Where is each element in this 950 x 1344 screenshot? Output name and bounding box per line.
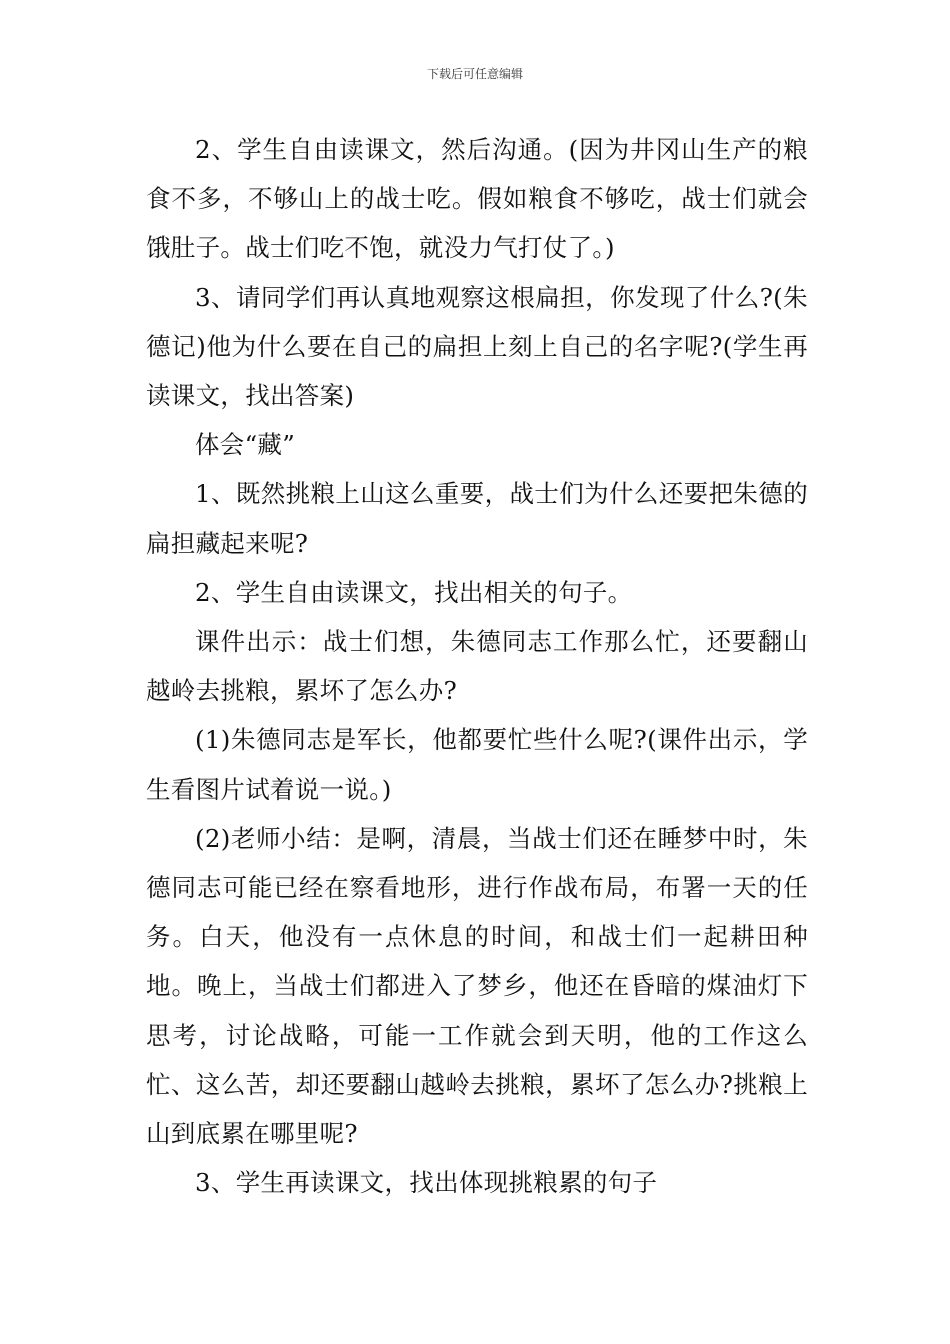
document-body [146,125,808,1207]
section-heading: 体会“藏” [195,430,296,460]
paragraph-7: (2)老师小结：是啊，清晨，当战士们还在睡梦中时，朱德同志可能已经在察看地形，进行作战布局，布署一天的任务。白天，他没有一点休息的时间，和战士们一起耕田种地。晚上，当战士们都进入了梦乡，他还在昏暗的煤油灯下思考，讨论战略，可能一工作就会到天明，他的工作这么忙、这么苦，却还要翻山越岭去挑粮，累坏了怎么办?挑粮上山到底累在哪里呢? [146,823,808,1149]
page-header: 下载后可任意编辑 [426,67,523,81]
paragraph-4: 2、学生自由读课文，找出相关的句子。 [195,577,633,607]
paragraph-8: 3、学生再读课文，找出体现挑粮累的句子 [195,1168,658,1198]
paragraph-2: 3、请同学们再认真地观察这根扁担，你发现了什么?(朱德记)他为什么要在自己的扁担上刻上自己的名字呢?(学生再读课文，找出答案) [146,282,808,411]
paragraph-6: (1)朱德同志是军长，他都要忙些什么呢?(课件出示，学生看图片试着说一说。) [146,725,808,804]
paragraph-5: 课件出示：战士们想，朱德同志工作那么忙，还要翻山越岭去挑粮，累坏了怎么办? [146,627,808,706]
paragraph-3: 1、既然挑粮上山这么重要，战士们为什么还要把朱德的扁担藏起来呢? [146,479,808,558]
paragraph-1: 2、学生自由读课文，然后沟通。(因为井冈山生产的粮食不多，不够山上的战士吃。假如粮食不够吃，战士们就会饿肚子。战士们吃不饱，就没力气打仗了。) [146,135,808,263]
